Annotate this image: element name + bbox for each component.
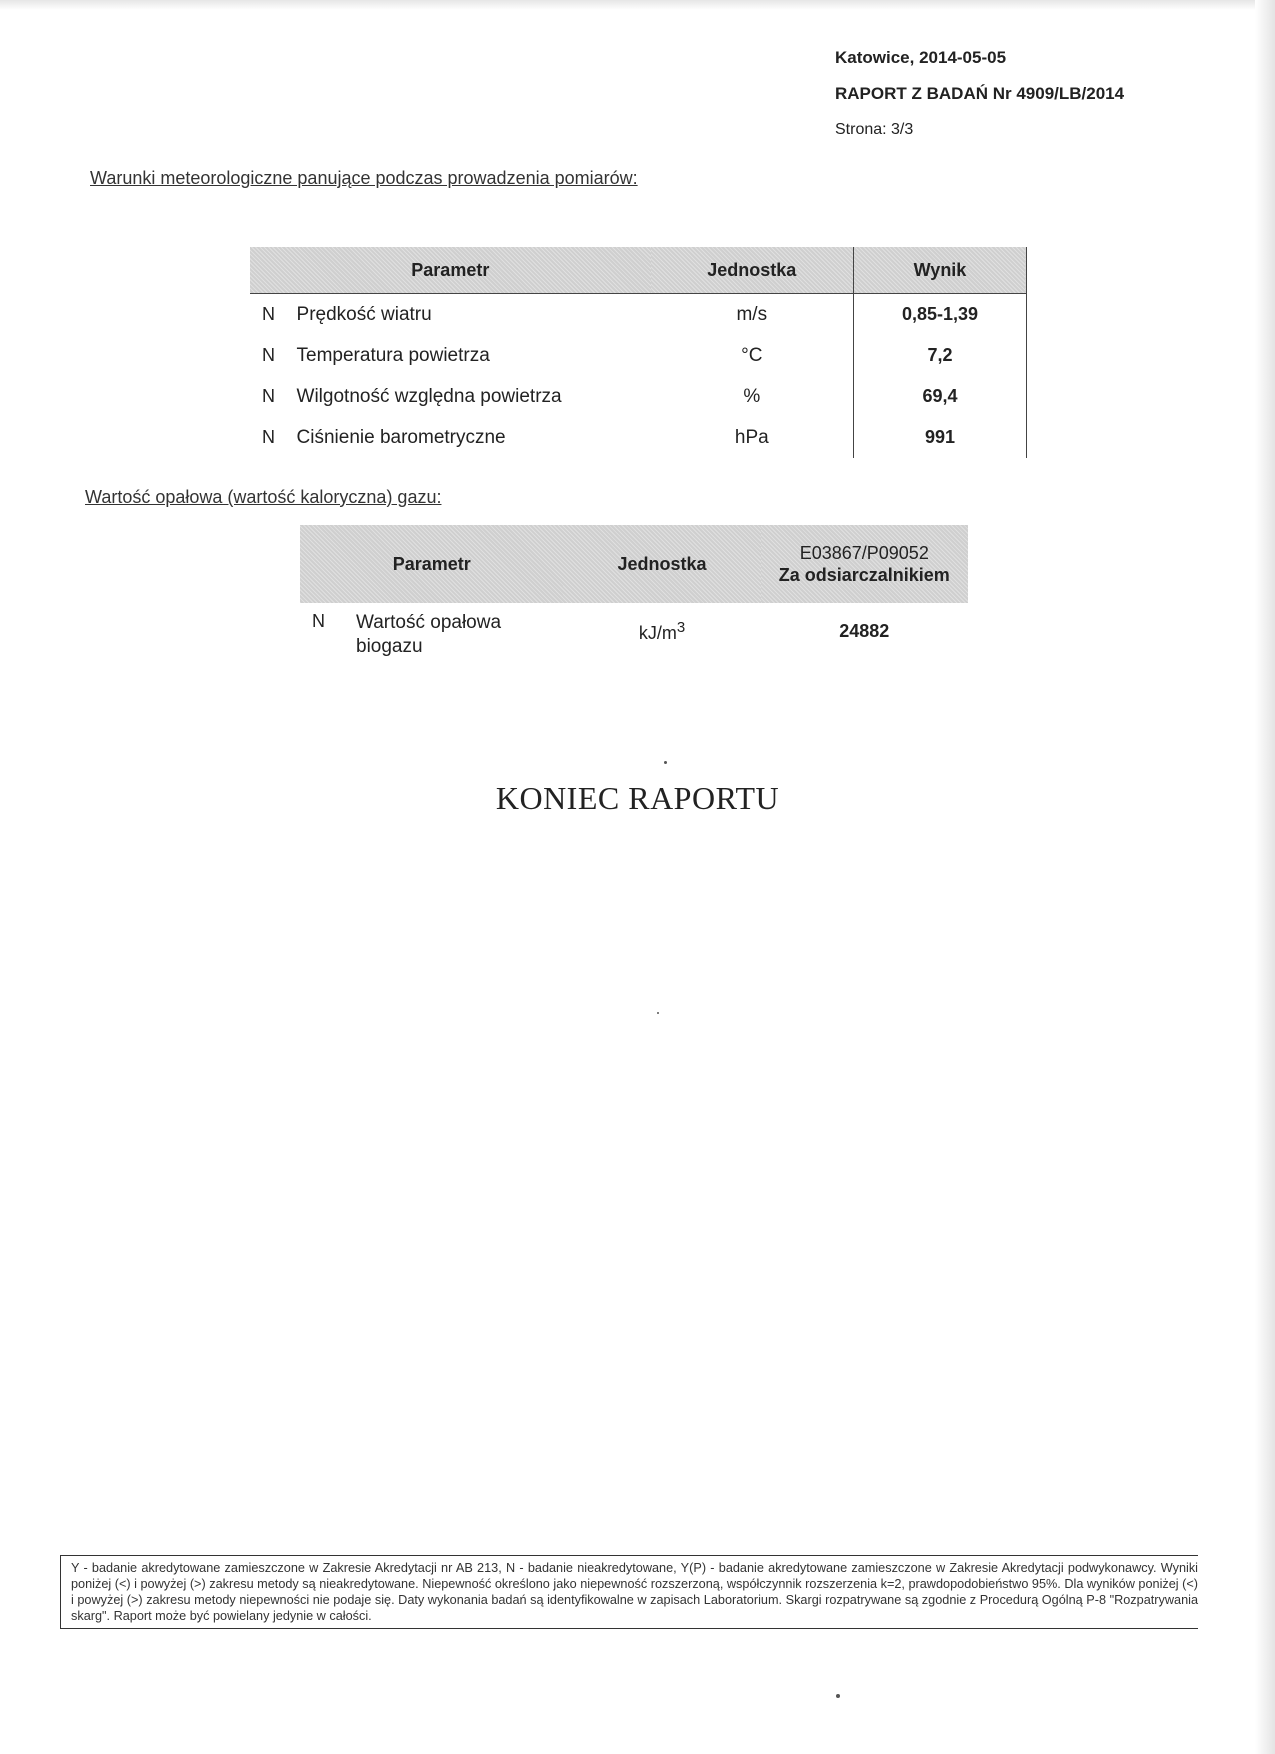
place-date: Katowice, 2014-05-05 — [835, 48, 1007, 67]
param-unit: hPa — [734, 426, 769, 448]
calorific-table-header — [300, 525, 968, 603]
col-header-parametr: Parametr — [300, 525, 563, 603]
report-header — [835, 40, 1124, 148]
page-number: Strona: 3/3 — [835, 121, 914, 138]
scan-right-edge — [1255, 0, 1275, 1754]
param-value: 7,2 — [853, 335, 1026, 376]
param-name-line2: biogazu — [356, 636, 423, 657]
meteo-section-title: Warunki meteorologiczne panujące podczas prowadzenia pomiarów: — [90, 168, 638, 188]
col-header-parametr: Parametr — [250, 247, 651, 294]
report-title: RAPORT Z BADAŃ Nr 4909/LB/2014 — [835, 84, 1125, 103]
table-row — [250, 417, 1027, 458]
scan-speck — [836, 1694, 840, 1698]
param-name: Ciśnienie barometryczne — [296, 426, 506, 448]
param-name — [356, 603, 563, 659]
param-name: Temperatura powietrza — [296, 344, 490, 366]
param-name-line1: Wartość opałowa — [356, 612, 502, 633]
meteo-table-header — [250, 247, 1027, 294]
end-of-report-title: KONIEC RAPORTU — [495, 780, 780, 816]
param-value: 0,85-1,39 — [853, 294, 1026, 336]
calorific-section-title: Wartość opałowa (wartość kaloryczna) gazu: — [85, 487, 442, 507]
calorific-table — [300, 525, 968, 659]
param-unit — [563, 603, 760, 659]
table-row — [250, 376, 1027, 417]
legend-footnote: Y - badanie akredytowane zamieszczone w Zakresie Akredytacji nr AB 213, N - badanie nieakredytowane, Y(P) - badanie akredytowane zamieszczone w Zakresie Akredytacji podwykonawcy. Wyniki poniżej (<) i powyżej (>) zakresu metody są nieakredytowane. Niepewność określono jako niepewność rozszerzoną, współczynnik rozszerzenia k=2, prawdopodobieństwo 95%. Dla wyników poniżej (<) i powyżej (>) zakresu metody niepewności nie podaje się. Daty wykonania badań są identyfikowalne w zapisach Laboratorium. Skargi rozpatrywane są zgodnie z Procedurą Ogólną P-8 "Rozpatrywania skarg". Raport może być powielany jedynie w całości. — [60, 1555, 1198, 1629]
param-value: 69,4 — [853, 376, 1026, 417]
accreditation-mark: N — [262, 386, 275, 406]
table-row — [300, 603, 968, 659]
accreditation-mark: N — [262, 427, 275, 447]
param-unit: °C — [741, 344, 763, 366]
col-header-jednostka: Jednostka — [563, 525, 760, 603]
param-value: 24882 — [839, 620, 890, 641]
scan-speck — [657, 1012, 659, 1014]
param-name: Prędkość wiatru — [296, 303, 432, 325]
param-unit-base: kJ/m — [638, 622, 677, 643]
col-header-jednostka: Jednostka — [651, 247, 854, 294]
table-row — [250, 335, 1027, 376]
param-name: Wilgotność względna powietrza — [296, 385, 562, 407]
accreditation-mark: N — [312, 611, 325, 631]
accreditation-mark: N — [262, 345, 275, 365]
meteo-table — [250, 247, 1027, 458]
param-unit-exponent: 3 — [676, 618, 686, 636]
param-unit: m/s — [736, 303, 768, 325]
table-row — [250, 294, 1027, 336]
accreditation-mark: N — [262, 304, 275, 324]
scan-top-edge — [0, 0, 1275, 10]
param-unit: % — [743, 385, 761, 407]
param-value: 991 — [853, 417, 1026, 458]
sample-id: E03867/P09052 — [799, 542, 929, 563]
scan-speck — [664, 761, 667, 764]
col-header-wynik: Wynik — [853, 247, 1026, 294]
sample-location: Za odsiarczalnikiem — [778, 564, 950, 585]
col-header-sample — [761, 525, 968, 603]
